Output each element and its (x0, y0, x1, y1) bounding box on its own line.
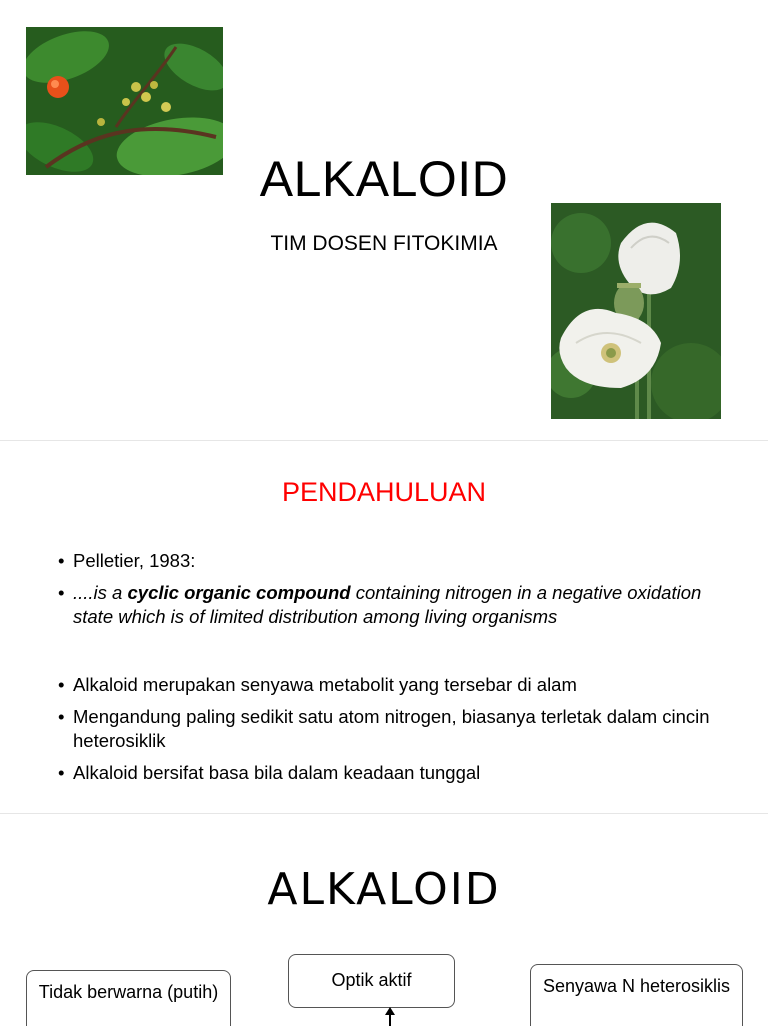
poppy-photo (551, 203, 721, 419)
bullet-item (58, 761, 728, 785)
bullet-text: Mengandung paling sedikit satu atom nitrogen, biasanya terletak dalam cincin heterosiklik (73, 706, 710, 751)
bullet-text-rest: containing nitrogen in a negative oxidation state which is of limited distribution among living organisms (73, 582, 702, 627)
bullet-list-properties (58, 673, 728, 793)
property-box-heterocyclic: Senyawa N heterosiklis (530, 964, 743, 1026)
bullet-text: Pelletier, 1983: (73, 550, 196, 571)
bullet-text: Alkaloid bersifat basa bila dalam keadaan tunggal (73, 762, 481, 783)
slide-title: ALKALOID (267, 864, 501, 915)
slide-subtitle: TIM DOSEN FITOKIMIA (270, 232, 498, 255)
property-box-optical: Optik aktif (288, 954, 455, 1008)
bullet-item (58, 673, 728, 697)
bullet-list-definition (58, 549, 728, 637)
bullet-item (58, 549, 728, 573)
slide-title: PENDAHULUAN (281, 477, 487, 507)
bullet-item (58, 705, 728, 753)
diagram-slide (0, 814, 768, 1026)
bullet-item (58, 581, 728, 629)
slide-title: ALKALOID (259, 151, 509, 207)
title-slide (0, 0, 768, 440)
bullet-text-emphasis: cyclic organic compound (127, 582, 351, 603)
intro-slide (0, 441, 768, 813)
property-box-color: Tidak berwarna (putih) (26, 970, 231, 1026)
bullet-text: Alkaloid merupakan senyawa metabolit yang tersebar di alam (73, 674, 577, 695)
poppy-photo-image (551, 203, 721, 419)
bullet-text-prefix: ....is a (73, 582, 128, 603)
arrow-head-icon (385, 1007, 395, 1015)
